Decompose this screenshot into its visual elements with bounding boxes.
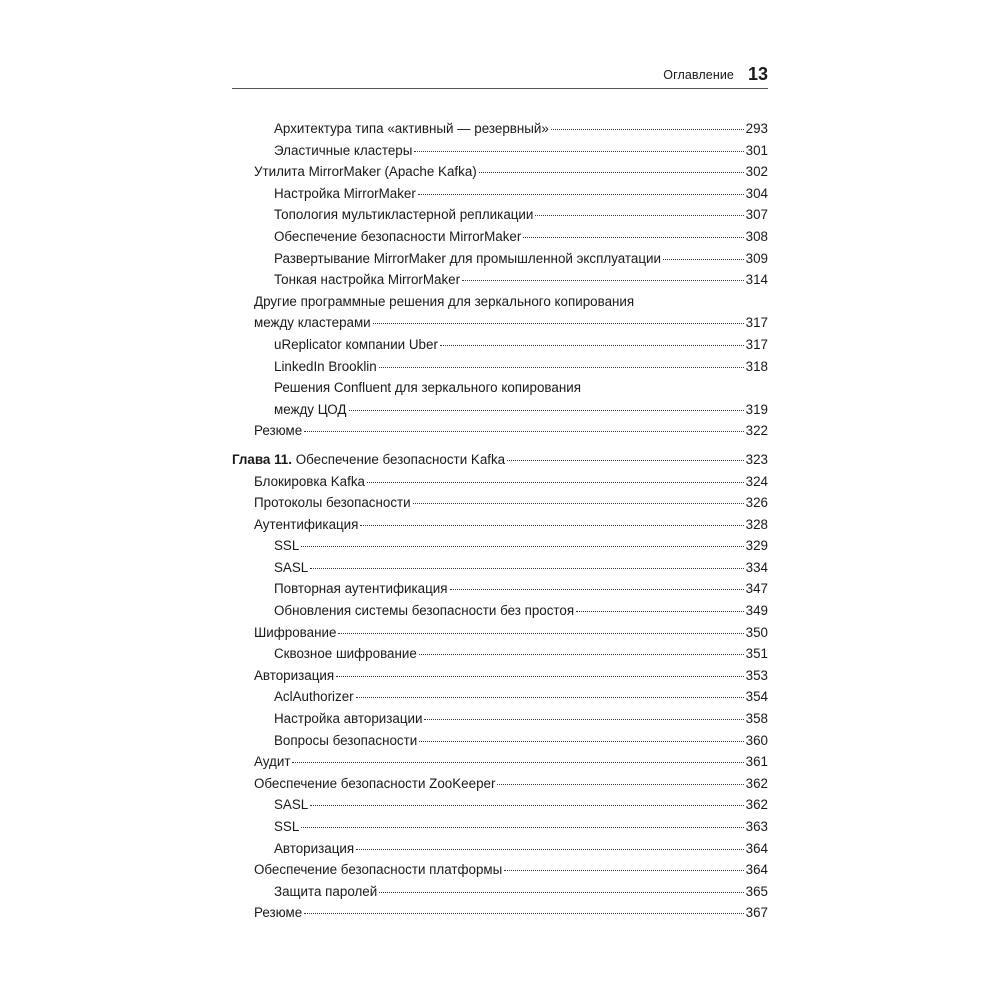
toc-page-number: 358 xyxy=(745,711,768,727)
toc-entry-title xyxy=(254,859,502,881)
toc-entry-title-line1: Другие программные решения для зеркального копирования xyxy=(254,293,635,309)
dot-leader xyxy=(440,345,744,346)
toc-entry-title xyxy=(274,643,417,665)
toc-entry-title xyxy=(254,312,371,334)
toc-entry[interactable] xyxy=(232,838,768,860)
toc-page-number: 328 xyxy=(745,516,768,532)
toc-entry[interactable] xyxy=(232,902,768,924)
toc-entry[interactable] xyxy=(232,334,768,356)
toc-entry-line xyxy=(274,140,768,162)
toc-entry-line xyxy=(274,643,768,665)
toc-entry[interactable] xyxy=(232,291,768,334)
toc-entry-text: Обеспечение безопасности MirrorMaker xyxy=(274,228,522,244)
dot-leader xyxy=(336,676,744,677)
toc-entry-text: Шифрование xyxy=(254,624,337,640)
toc-entry-title xyxy=(274,557,308,579)
toc-entry[interactable] xyxy=(232,492,768,514)
toc-entry-text: Защита паролей xyxy=(274,883,378,899)
toc-page-number: 361 xyxy=(745,754,768,770)
running-header xyxy=(232,58,768,88)
dot-leader xyxy=(507,460,744,461)
toc-entry-text: Авторизация xyxy=(274,840,355,856)
toc-entry[interactable] xyxy=(232,773,768,795)
toc-page-number: 318 xyxy=(745,358,768,374)
toc-entry-text: Настройка авторизации xyxy=(274,711,423,727)
dot-leader xyxy=(310,805,743,806)
toc-entry-line xyxy=(274,881,768,903)
dot-leader xyxy=(292,762,743,763)
toc-entry-title xyxy=(254,492,411,514)
toc-entry-text: SSL xyxy=(274,538,300,554)
toc-entry-line xyxy=(254,622,768,644)
dot-leader xyxy=(523,237,743,238)
toc-entry-line xyxy=(254,420,768,442)
toc-page-number: 317 xyxy=(745,315,768,331)
dot-leader xyxy=(419,741,743,742)
toc-entry[interactable] xyxy=(232,204,768,226)
toc-entry-title xyxy=(274,535,299,557)
toc-entry-title xyxy=(254,514,358,536)
toc-entry[interactable] xyxy=(232,600,768,622)
toc-entry-text: AclAuthorizer xyxy=(274,689,354,705)
toc-entry-title xyxy=(254,665,334,687)
toc-page-number: 293 xyxy=(745,121,768,136)
toc-entry[interactable] xyxy=(232,118,768,140)
toc-entry-text: Обеспечение безопасности ZooKeeper xyxy=(254,775,496,791)
toc-page-number: 307 xyxy=(745,207,768,223)
dot-leader xyxy=(338,633,743,634)
toc-entry-title xyxy=(274,183,416,205)
dot-leader xyxy=(414,151,743,152)
toc-page-number: 324 xyxy=(745,473,768,489)
toc-entry-line xyxy=(254,312,768,334)
toc-entry[interactable] xyxy=(232,557,768,579)
toc-entry-line xyxy=(232,449,768,471)
toc-entry-text: Обновления системы безопасности без простоя xyxy=(274,603,575,619)
toc-entry-line xyxy=(254,161,768,183)
toc-entry[interactable] xyxy=(232,183,768,205)
toc-entry-title xyxy=(274,356,377,378)
dot-leader xyxy=(418,194,744,195)
toc-entry-text: Авторизация xyxy=(254,667,335,683)
toc-entry-text: Сквозное шифрование xyxy=(274,646,417,662)
dot-leader xyxy=(373,323,744,324)
toc-page-number: 302 xyxy=(745,164,768,180)
toc-entry-text: Тонкая настройка MirrorMaker xyxy=(274,272,461,288)
dot-leader xyxy=(551,129,744,130)
toc-page-number: 301 xyxy=(745,142,768,158)
toc-page-number: 322 xyxy=(745,423,768,439)
toc-entry[interactable] xyxy=(232,859,768,881)
toc-entry-text: SASL xyxy=(274,559,309,575)
toc-entry[interactable] xyxy=(232,794,768,816)
dot-leader xyxy=(367,482,744,483)
toc-entry-line xyxy=(274,838,768,860)
toc-entry-text: Обеспечение безопасности платформы xyxy=(254,862,503,878)
toc-entry[interactable] xyxy=(232,226,768,248)
toc-entry-title xyxy=(274,600,574,622)
toc-entry-title xyxy=(274,708,422,730)
toc-page-number: 364 xyxy=(745,862,768,878)
dot-leader xyxy=(349,410,744,411)
toc-entry-line xyxy=(254,902,768,924)
toc-page-number: 304 xyxy=(745,185,768,201)
toc-page-number: 364 xyxy=(745,840,768,856)
toc-entry[interactable] xyxy=(232,420,768,442)
dot-leader xyxy=(356,697,744,698)
toc-entry[interactable] xyxy=(232,622,768,644)
toc-entry-line xyxy=(274,600,768,622)
toc-entry-line xyxy=(274,535,768,557)
toc-entry-text: LinkedIn Brooklin xyxy=(274,358,377,374)
toc-entry[interactable] xyxy=(232,140,768,162)
toc-page-number: 314 xyxy=(745,272,768,288)
toc-entry-line xyxy=(274,578,768,600)
toc-entry-title xyxy=(274,686,354,708)
toc-entry-line xyxy=(274,399,768,421)
chapter-label: Глава 11. xyxy=(232,451,292,467)
dot-leader xyxy=(424,719,743,720)
toc-entry-text: SSL xyxy=(274,819,300,834)
toc-entry-title xyxy=(274,794,308,816)
dot-leader xyxy=(310,568,743,569)
toc-entry-title xyxy=(274,838,354,860)
dot-leader xyxy=(450,589,744,590)
toc-entry-line xyxy=(254,471,768,493)
toc-entry-title xyxy=(254,773,495,795)
toc-entry[interactable] xyxy=(232,643,768,665)
toc-entry-text: между кластерами xyxy=(254,315,371,331)
toc-entry-title xyxy=(274,140,412,162)
toc-page-number: 317 xyxy=(745,336,768,352)
toc-entry[interactable] xyxy=(232,708,768,730)
running-title: Оглавление xyxy=(663,68,734,82)
toc-entry[interactable] xyxy=(232,269,768,291)
dot-leader xyxy=(301,827,743,828)
toc-entry-text: Топология мультикластерной репликации xyxy=(274,207,534,223)
toc-entry-text: Эластичные кластеры xyxy=(274,142,413,158)
toc-entry[interactable] xyxy=(232,535,768,557)
toc-entry-line xyxy=(274,686,768,708)
toc-entry-line xyxy=(274,118,768,140)
toc-page-number: 354 xyxy=(745,689,768,705)
toc-entry-line xyxy=(274,183,768,205)
toc-entry-text: Обеспечение безопасности Kafka xyxy=(295,451,506,467)
toc-entry-title xyxy=(254,902,302,924)
toc-page-number: 367 xyxy=(745,905,768,921)
toc-page-number: 329 xyxy=(745,538,768,554)
toc-entry[interactable] xyxy=(232,730,768,752)
toc-entry[interactable] xyxy=(232,751,768,773)
toc-entry-title xyxy=(254,161,477,183)
toc-entry-text: Утилита MirrorMaker (Apache Kafka) xyxy=(254,164,477,180)
toc-entry-title xyxy=(232,449,505,471)
dot-leader xyxy=(535,215,743,216)
toc-entry-title xyxy=(274,204,533,226)
toc-page-number: 362 xyxy=(745,775,768,791)
toc-entry-title xyxy=(274,816,299,838)
toc-entry-line xyxy=(254,751,768,773)
toc-entry-line xyxy=(274,816,768,838)
toc-entry-text: uReplicator компании Uber xyxy=(274,336,438,352)
dot-leader xyxy=(479,172,744,173)
toc-entry-title xyxy=(274,881,377,903)
toc-entry-text: Настройка MirrorMaker xyxy=(274,185,416,201)
toc-entry-text: Аутентификация xyxy=(254,516,359,532)
toc-page-number: 323 xyxy=(745,451,768,467)
toc-page-number: 360 xyxy=(745,732,768,748)
dot-leader xyxy=(462,280,744,281)
toc-entry-line xyxy=(274,204,768,226)
toc-entry-line xyxy=(274,334,768,356)
dot-leader xyxy=(356,849,744,850)
toc-page-number: 349 xyxy=(745,603,768,619)
toc-entry-line xyxy=(274,730,768,752)
dot-leader xyxy=(497,784,743,785)
toc-entry-line xyxy=(274,557,768,579)
toc-entry-text: Резюме xyxy=(254,905,303,921)
toc-entry-text: Резюме xyxy=(254,423,303,439)
dot-leader xyxy=(360,525,743,526)
toc-entry[interactable] xyxy=(232,514,768,536)
dot-leader xyxy=(413,503,744,504)
toc-entry-line xyxy=(274,248,768,270)
toc-entry-title xyxy=(274,399,347,421)
toc-entry-line xyxy=(254,492,768,514)
dot-leader xyxy=(379,367,744,368)
toc-entry-line xyxy=(274,708,768,730)
dot-leader xyxy=(419,654,744,655)
toc-entry-line xyxy=(274,269,768,291)
toc-entry-text: между ЦОД xyxy=(274,401,347,417)
dot-leader xyxy=(504,870,743,871)
toc-entry-title xyxy=(274,730,417,752)
toc-entry[interactable] xyxy=(232,578,768,600)
dot-leader xyxy=(304,913,743,914)
toc-page-number: 308 xyxy=(745,228,768,244)
toc-entry[interactable] xyxy=(232,471,768,493)
toc-entry-line xyxy=(274,356,768,378)
page-number: 13 xyxy=(747,64,768,84)
header-rule xyxy=(232,88,768,89)
toc-entry-text: Протоколы безопасности xyxy=(254,495,411,511)
toc-entry-line xyxy=(254,514,768,536)
toc-entry-title xyxy=(274,334,438,356)
toc-entry-text: Блокировка Kafka xyxy=(254,473,365,489)
toc-chapter-entry[interactable] xyxy=(232,449,768,471)
toc-entry-title xyxy=(274,248,661,270)
toc-entry[interactable] xyxy=(232,377,768,420)
dot-leader xyxy=(576,611,744,612)
toc-entry-text: Аудит xyxy=(254,754,291,770)
toc-entry-text: Вопросы безопасности xyxy=(274,732,418,748)
toc-entry-title xyxy=(274,118,549,140)
dot-leader xyxy=(663,259,744,260)
toc-page-number: 362 xyxy=(745,797,768,813)
toc-entry-text: Повторная аутентификация xyxy=(274,581,448,597)
toc-entry-title-line1: Решения Confluent для зеркального копирования xyxy=(274,380,581,396)
toc-page-number: 347 xyxy=(745,581,768,597)
toc-entry[interactable] xyxy=(232,248,768,270)
toc-entry[interactable] xyxy=(232,816,768,838)
toc-page-number: 365 xyxy=(745,883,768,899)
toc-entry[interactable] xyxy=(232,686,768,708)
toc-entry-title xyxy=(274,578,448,600)
dot-leader xyxy=(379,892,743,893)
table-of-contents xyxy=(232,118,768,924)
toc-entry-line xyxy=(274,226,768,248)
toc-page-number: 326 xyxy=(745,495,768,511)
toc-page-number: 351 xyxy=(745,646,768,662)
toc-entry-title xyxy=(254,751,290,773)
toc-entry-line xyxy=(254,859,768,881)
dot-leader xyxy=(301,546,743,547)
toc-entry[interactable] xyxy=(232,161,768,183)
toc-page-number: 334 xyxy=(745,559,768,575)
toc-entry-title xyxy=(274,269,460,291)
toc-entry-text: Архитектура типа «активный — резервный» xyxy=(274,121,549,136)
toc-entry-text: SASL xyxy=(274,797,309,813)
toc-page-number: 309 xyxy=(745,250,768,266)
toc-entry[interactable] xyxy=(232,356,768,378)
toc-entry-line xyxy=(254,773,768,795)
toc-entry[interactable] xyxy=(232,881,768,903)
toc-entry-title xyxy=(254,471,365,493)
toc-entry-title xyxy=(254,622,336,644)
toc-entry-title xyxy=(254,420,302,442)
toc-page-number: 363 xyxy=(745,819,768,834)
toc-entry[interactable] xyxy=(232,665,768,687)
toc-entry-text: Развертывание MirrorMaker для промышленной эксплуатации xyxy=(274,250,661,266)
toc-entry-line xyxy=(274,794,768,816)
toc-page-number: 319 xyxy=(745,401,768,417)
toc-page-number: 353 xyxy=(745,667,768,683)
toc-entry-line xyxy=(254,665,768,687)
toc-entry-title xyxy=(274,226,521,248)
toc-page-number: 350 xyxy=(745,624,768,640)
dot-leader xyxy=(304,431,743,432)
